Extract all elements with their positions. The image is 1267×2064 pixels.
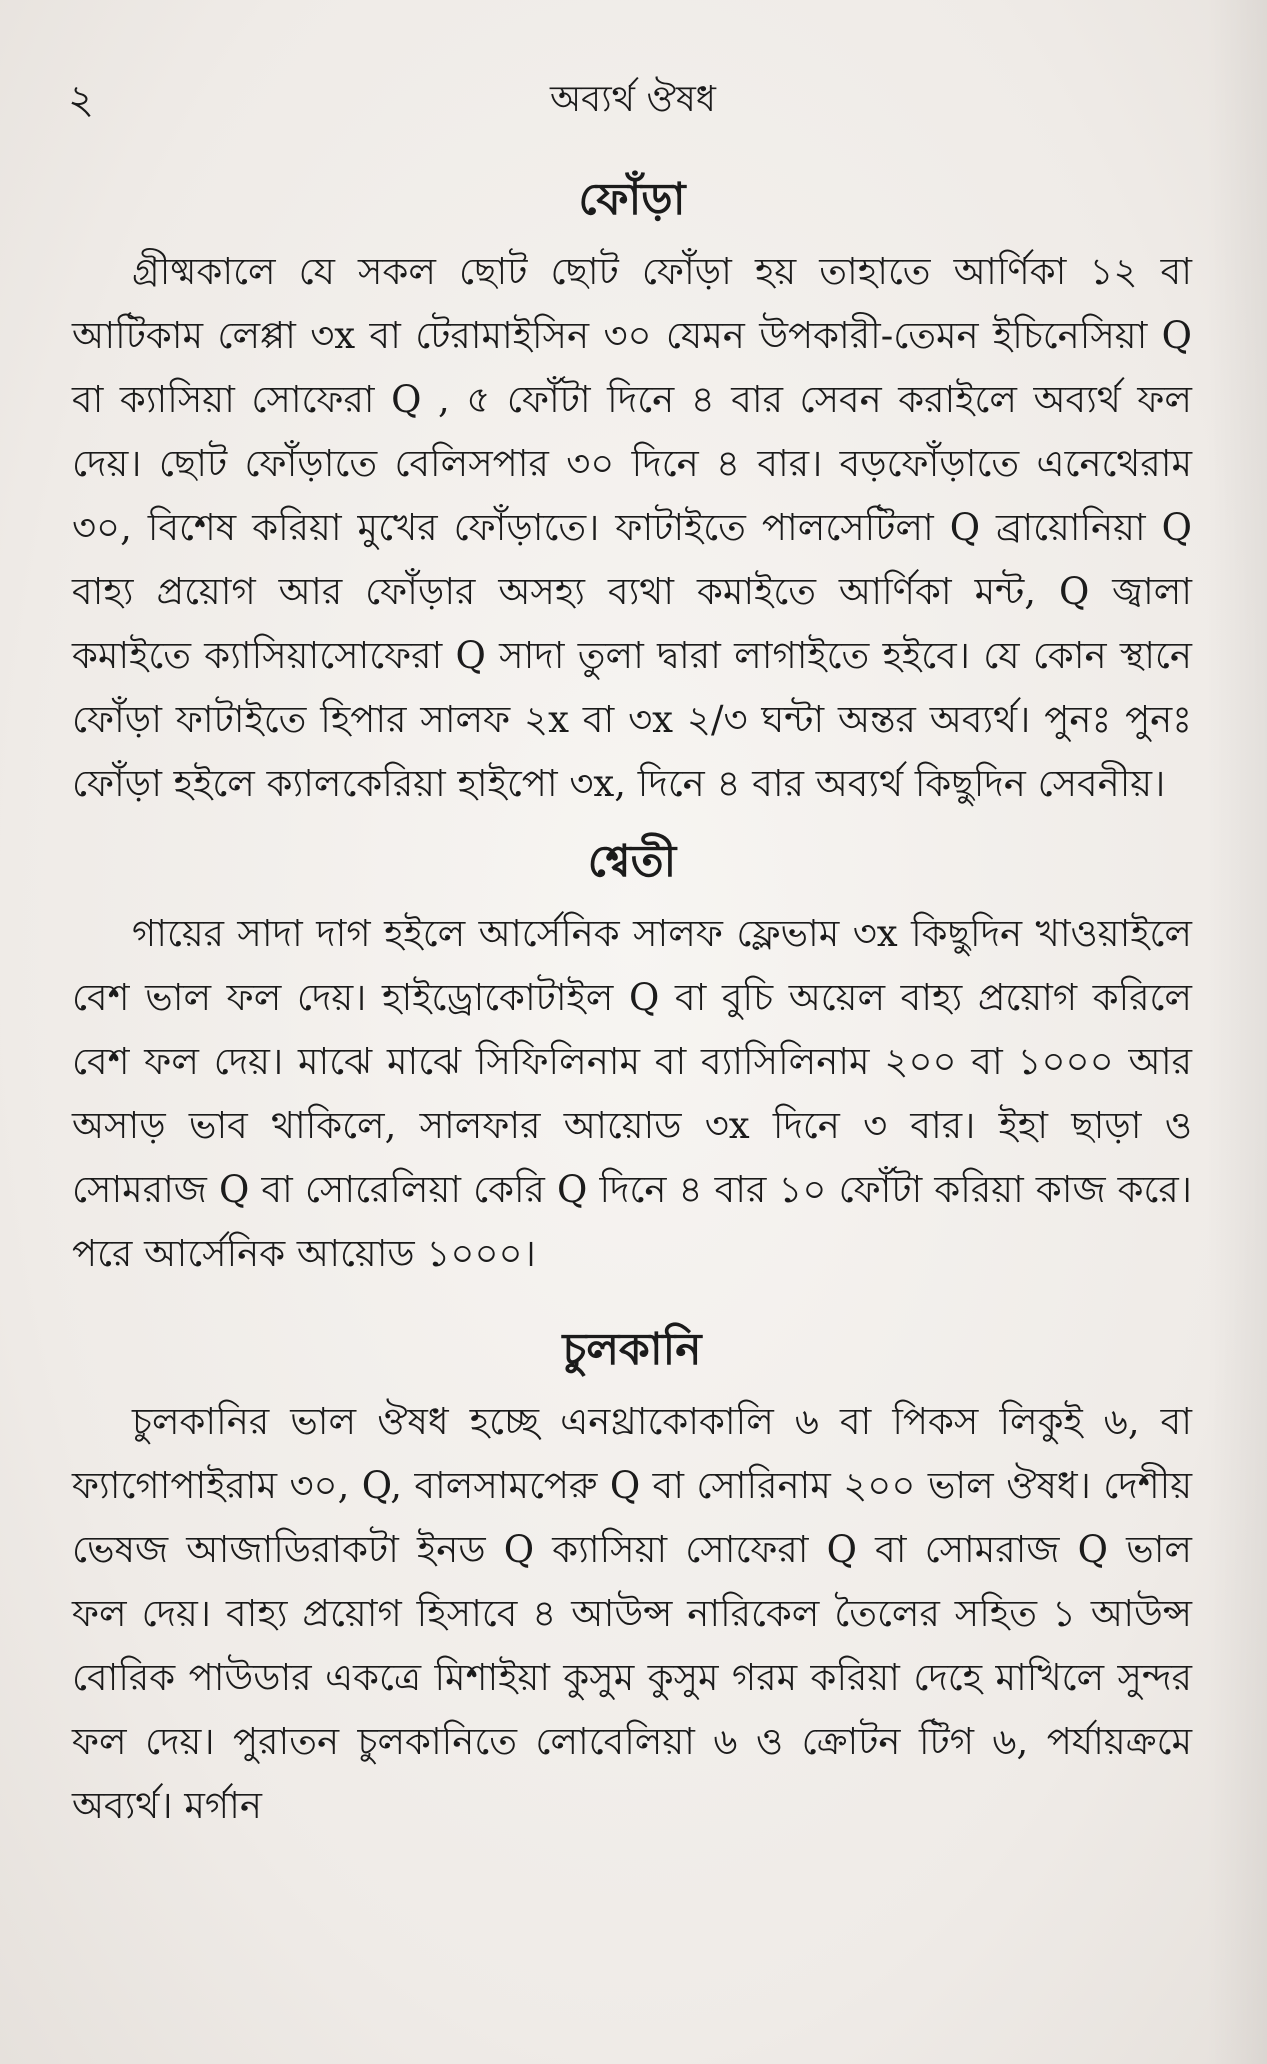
section-heading: শ্বেতী — [587, 836, 677, 887]
page-header — [68, 70, 1198, 130]
section-heading: ফোঁড়া — [578, 174, 686, 225]
section-boils — [72, 160, 1192, 816]
page-content — [72, 160, 1192, 1838]
section-paragraph: গায়ের সাদা দাগ হইলে আর্সেনিক সালফ ফ্লেভাম ৩x কিছুদিন খাওয়াইলে বেশ ভাল ফল দেয়। হাইড্রোকোটাইল Q বা বুচি অয়েল বাহ্য প্রয়োগ করিলে বেশ ফল দেয়। মাঝে মাঝে সিফিলিনাম বা ব্যাসিলিনাম ২০০ বা ১০০০ আর অসাড় ভাব থাকিলে, সালফার আয়োড ৩x দিনে ৩ বার। ইহা ছাড়া ও সোমরাজ Q বা সোরেলিয়া কেরি Q দিনে ৪ বার ১০ ফোঁটা করিয়া কাজ করে। পরে আর্সেনিক আয়োড ১০০০। — [72, 912, 1192, 1275]
section-itching — [72, 1310, 1192, 1838]
page-edge-shadow — [1207, 0, 1267, 2064]
page-number: ২ — [68, 77, 95, 123]
section-leucoderma — [72, 822, 1192, 1286]
section-paragraph: চুলকানির ভাল ঔষধ হচ্ছে এনথ্রাকোকালি ৬ বা পিকস লিকুই ৬, বা ফ্যাগোপাইরাম ৩০, Q, বালসামপেরু Q বা সোরিনাম ২০০ ভাল ঔষধ। দেশীয় ভেষজ আজাডিরাকটা ইনড Q ক্যাসিয়া সোফেরা Q বা সোমরাজ Q ভাল ফল দেয়। বাহ্য প্রয়োগ হিসাবে ৪ আউন্স নারিকেল তৈলের সহিত ১ আউন্স বোরিক পাউডার একত্রে মিশাইয়া কুসুম কুসুম গরম করিয়া দেহে মাখিলে সুন্দর ফল দেয়। পুরাতন চুলকানিতে লোবেলিয়া ৬ ও ক্রোটন টিগ ৬, পর্যায়ক্রমে অব্যর্থ। মর্গান — [72, 1400, 1192, 1827]
section-heading: চুলকানি — [562, 1324, 702, 1375]
running-title: অব্যর্থ ঔষধ — [550, 79, 716, 120]
section-paragraph: গ্রীষ্মকালে যে সকল ছোট ছোট ফোঁড়া হয় তাহাতে আর্ণিকা ১২ বা আটিকাম লেপ্পা ৩x বা টেরামাইসিন ৩০ যেমন উপকারী-তেমন ইচিনেসিয়া Q বা ক্যাসিয়া সোফেরা Q , ৫ ফোঁটা দিনে ৪ বার সেবন করাইলে অব্যর্থ ফল দেয়। ছোট ফোঁড়াতে বেলিসপার ৩০ দিনে ৪ বার। বড়ফোঁড়াতে এনেথেরাম ৩০, বিশেষ করিয়া মুখের ফোঁড়াতে। ফাটাইতে পালসেটিলা Q ব্রায়োনিয়া Q বাহ্য প্রয়োগ আর ফোঁড়ার অসহ্য ব্যথা কমাইতে আর্ণিকা মন্ট, Q জ্বালা কমাইতে ক্যাসিয়াসোফেরা Q সাদা তুলা দ্বারা লাগাইতে হইবে। যে কোন স্থানে ফোঁড়া ফাটাইতে হিপার সালফ ২x বা ৩x ২/৩ ঘন্টা অন্তর অব্যর্থ। পুনঃ পুনঃ ফোঁড়া হইলে ক্যালকেরিয়া হাইপো ৩x, দিনে ৪ বার অব্যর্থ কিছুদিন সেবনীয়। — [72, 250, 1192, 805]
